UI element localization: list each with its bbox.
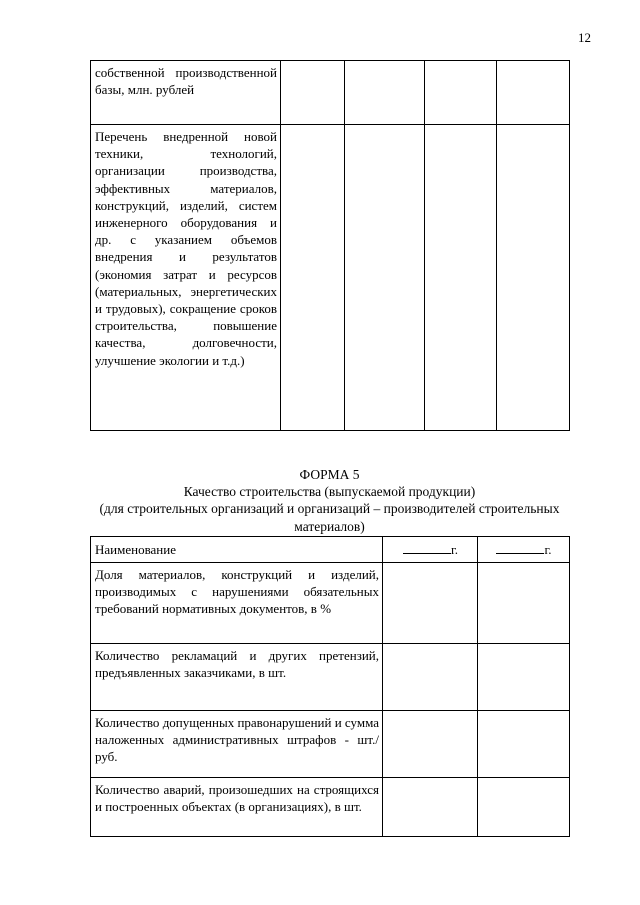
value-cell [345,125,425,431]
table-row [91,61,570,125]
indicator-name-cell [91,563,383,644]
year-blank [403,541,451,554]
table-header-row [91,537,570,563]
indicator-name: собственной производственной базы, млн. рублей [95,65,277,98]
value-cell [383,563,478,644]
value-cell [478,778,570,837]
header-year-cell [478,537,570,563]
indicator-name: Количество допущенных правонарушений и сумма наложенных административных штрафов - шт./руб. [95,715,379,765]
year-blank [496,541,544,554]
value-cell [497,125,570,431]
indicator-name-cell [91,644,383,711]
form-note: (для строительных организаций и организаций – производителей строительных материалов) [99,501,560,534]
table-row [91,563,570,644]
table-row [91,711,570,778]
continued-indicators-table [90,60,570,431]
value-cell [478,711,570,778]
quality-table [90,536,570,837]
value-cell [478,644,570,711]
table-row [91,644,570,711]
header-year-2 [478,537,569,560]
year-suffix: г. [450,542,459,557]
indicator-name: Перечень внедренной новой техники, технологий, организации производства, эффективных материалов, конструкций, изделий, систем инженерного оборудования и др. с указанием объемов внедрения и результатов (экономия затрат и ресурсов (материальных, энергетических и трудовых), сокращение сроков строительства, повышение качества, долговечности, улучшение экологии и т.д.) [95,129,277,368]
value-cell [425,61,497,125]
table-row [91,778,570,837]
form-subtitle: Качество строительства (выпускаемой продукции) [183,484,476,499]
value-cell [478,563,570,644]
header-name: Наименование [95,542,176,557]
indicator-name-cell [91,778,383,837]
value-cell [383,711,478,778]
value-cell [425,125,497,431]
value-cell [281,125,345,431]
header-year-cell [383,537,478,563]
indicator-name: Количество аварий, произошедших на строящихся и построенных объектах (в организациях), в шт. [95,782,379,815]
table-row [91,125,570,431]
value-cell [345,61,425,125]
indicator-name-cell [91,711,383,778]
page-number: 12 [578,30,591,45]
header-name-cell [91,537,383,563]
indicator-name: Доля материалов, конструкций и изделий, производимых с нарушениями обязательных требований нормативных документов, в % [95,567,379,617]
indicator-name: Количество рекламаций и других претензий, предъявленных заказчиками, в шт. [95,648,379,681]
value-cell [281,61,345,125]
value-cell [383,644,478,711]
form-title: ФОРМА 5 [299,467,360,482]
value-cell [497,61,570,125]
indicator-name-cell [91,61,281,125]
header-year-1 [383,537,477,560]
value-cell [383,778,478,837]
indicator-name-cell [91,125,281,431]
year-suffix: г. [544,542,552,557]
